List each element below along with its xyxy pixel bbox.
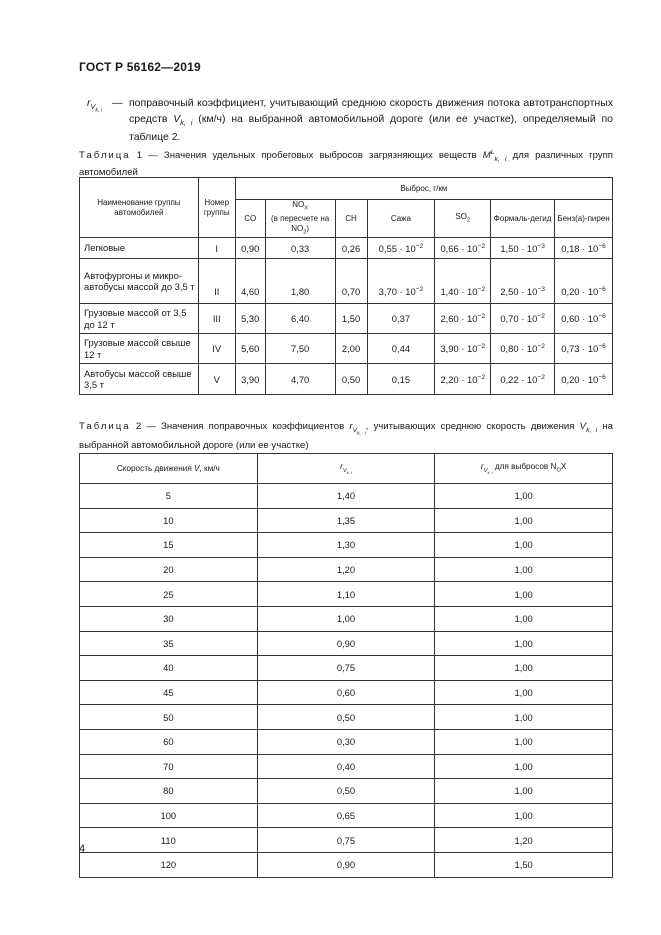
cell-soot: $3,70 \cdot 10^{-2}$	[367, 259, 435, 304]
cell-speed: 10	[80, 508, 258, 533]
cell-formaldehyde: $0,80 \cdot 10^{-2}$	[491, 334, 555, 364]
cell-r: 0,50	[257, 705, 435, 730]
cell-ch: 0,26	[335, 238, 367, 259]
cell-rnox: 1,00	[435, 803, 613, 828]
cell-r: 1,30	[257, 533, 435, 558]
col-header-benzpyrene: Бенз(а)-пирен	[555, 200, 613, 238]
cell-so2: $3,90 \cdot 10^{-2}$	[435, 334, 491, 364]
cell-benzpyrene: $0,18 \cdot 10^{-6}$	[555, 238, 613, 259]
row-name: Легковые	[80, 238, 199, 259]
col-header-speed: Скорость движения V, км/ч	[80, 454, 258, 484]
cell-co: 0,90	[235, 238, 265, 259]
cell-speed: 120	[80, 852, 258, 877]
table-row	[80, 606, 613, 631]
col-header-r-nox: $r_{V_{k, i}}$ для выбросов $N_OX$	[435, 454, 613, 484]
cell-r: 1,40	[257, 484, 435, 509]
table1-emissions	[79, 177, 613, 395]
cell-soot: 0,15	[367, 364, 435, 395]
cell-rnox: 1,00	[435, 557, 613, 582]
cell-speed: 60	[80, 729, 258, 754]
cell-speed: 25	[80, 582, 258, 607]
cell-ch: 0,70	[335, 259, 367, 304]
col-header-r-coefficient: $r_{V_{k, i}}$	[257, 454, 435, 484]
col-header-soot: Сажа	[367, 200, 435, 238]
cell-so2: $2,20 \cdot 10^{-2}$	[435, 364, 491, 395]
cell-r: 1,10	[257, 582, 435, 607]
table-row	[80, 705, 613, 730]
row-group: III	[198, 304, 235, 334]
cell-soot: 0,37	[367, 304, 435, 334]
cell-speed: 70	[80, 754, 258, 779]
col-header-nox: $NO_X$ (в пересчете на $NO_2$)	[265, 200, 335, 238]
table-row	[80, 557, 613, 582]
cell-rnox: 1,00	[435, 705, 613, 730]
page-number: 4	[79, 843, 86, 855]
cell-co: 4,60	[235, 259, 265, 304]
cell-rnox: 1,00	[435, 533, 613, 558]
cell-speed: 100	[80, 803, 258, 828]
cell-formaldehyde: $1,50 \cdot 10^{-3}$	[491, 238, 555, 259]
cell-rnox: 1,00	[435, 484, 613, 509]
cell-speed: 20	[80, 557, 258, 582]
cell-r: 0,90	[257, 631, 435, 656]
cell-so2: $1,40 \cdot 10^{-2}$	[435, 259, 491, 304]
col-header-ch: CH	[335, 200, 367, 238]
table-row	[80, 803, 613, 828]
cell-rnox: 1,00	[435, 656, 613, 681]
row-group: V	[198, 364, 235, 395]
cell-formaldehyde: $0,70 \cdot 10^{-2}$	[491, 304, 555, 334]
cell-formaldehyde: $0,22 \cdot 10^{-2}$	[491, 364, 555, 395]
document-code-header: ГОСТ Р 56162—2019	[79, 60, 201, 74]
table-row	[80, 729, 613, 754]
col-header-co: CO	[235, 200, 265, 238]
cell-rnox: 1,50	[435, 852, 613, 877]
row-name: Автобусы массой свыше 3,5 т	[80, 364, 199, 395]
table-row	[80, 364, 613, 395]
cell-benzpyrene: $0,60 \cdot 10^{-6}$	[555, 304, 613, 334]
table-row	[80, 754, 613, 779]
cell-speed: 5	[80, 484, 258, 509]
cell-ch: 1,50	[335, 304, 367, 334]
cell-so2: $0,66 \cdot 10^{-2}$	[435, 238, 491, 259]
table2-caption: Таблица 2 — Значения поправочных коэффициентов $r_{V_{k, i}}$, учитывающих среднюю скорость движения $V_{k, i}$ на выбранной автомобильной дороге (или ее участке)	[79, 421, 613, 452]
definition-symbol: $r_{V_{k, i}}$	[87, 97, 102, 114]
table-row	[80, 238, 613, 259]
cell-soot: 0,44	[367, 334, 435, 364]
cell-rnox: 1,00	[435, 779, 613, 804]
cell-nox: 6,40	[265, 304, 335, 334]
cell-r: 0,90	[257, 852, 435, 877]
row-name: Автофургоны и микро-автобусы массой до 3,5 т	[80, 259, 199, 304]
cell-r: 0,40	[257, 754, 435, 779]
table2-speed-coefficients	[79, 453, 613, 878]
cell-r: 0,30	[257, 729, 435, 754]
table-row	[80, 582, 613, 607]
col-header-vehicle-group: Наименование группы автомобилей	[80, 178, 199, 238]
table-row	[80, 828, 613, 853]
cell-rnox: 1,00	[435, 754, 613, 779]
cell-ch: 2,00	[335, 334, 367, 364]
table-row	[80, 656, 613, 681]
cell-r: 0,50	[257, 779, 435, 804]
cell-co: 5,30	[235, 304, 265, 334]
row-group: I	[198, 238, 235, 259]
cell-rnox: 1,00	[435, 729, 613, 754]
row-group: II	[198, 259, 235, 304]
row-group: IV	[198, 334, 235, 364]
table-row	[80, 533, 613, 558]
cell-speed: 40	[80, 656, 258, 681]
definition-dash: —	[112, 97, 123, 109]
cell-nox: 4,70	[265, 364, 335, 395]
table-row	[80, 680, 613, 705]
cell-r: 1,00	[257, 606, 435, 631]
row-name: Грузовые массой от 3,5 до 12 т	[80, 304, 199, 334]
cell-speed: 15	[80, 533, 258, 558]
table-row	[80, 508, 613, 533]
cell-r: 0,60	[257, 680, 435, 705]
cell-r: 1,35	[257, 508, 435, 533]
cell-speed: 80	[80, 779, 258, 804]
cell-speed: 110	[80, 828, 258, 853]
cell-formaldehyde: $2,50 \cdot 10^{-3}$	[491, 259, 555, 304]
table1-caption: Таблица 1 — Значения удельных пробеговых выбросов загрязняющих веществ $M^L_{k, i}$ для различных групп автомобилей	[79, 149, 613, 179]
col-header-emission: Выброс, г/км	[235, 178, 612, 200]
cell-rnox: 1,00	[435, 582, 613, 607]
table-row	[80, 334, 613, 364]
cell-rnox: 1,00	[435, 606, 613, 631]
table-row	[80, 259, 613, 304]
cell-r: 1,20	[257, 557, 435, 582]
cell-benzpyrene: $0,73 \cdot 10^{-6}$	[555, 334, 613, 364]
cell-benzpyrene: $0,20 \cdot 10^{-6}$	[555, 259, 613, 304]
table-row	[80, 304, 613, 334]
table-row	[80, 631, 613, 656]
cell-r: 0,75	[257, 828, 435, 853]
cell-co: 3,90	[235, 364, 265, 395]
col-header-so2: $SO_2$	[435, 200, 491, 238]
cell-ch: 0,50	[335, 364, 367, 395]
cell-rnox: 1,00	[435, 680, 613, 705]
cell-speed: 45	[80, 680, 258, 705]
table-row	[80, 484, 613, 509]
cell-soot: $0,55 \cdot 10^{-2}$	[367, 238, 435, 259]
table-row	[80, 852, 613, 877]
row-name: Грузовые массой свыше 12 т	[80, 334, 199, 364]
table-row	[80, 779, 613, 804]
cell-nox: 1,80	[265, 259, 335, 304]
cell-rnox: 1,00	[435, 508, 613, 533]
cell-so2: $2,60 \cdot 10^{-2}$	[435, 304, 491, 334]
cell-rnox: 1,20	[435, 828, 613, 853]
cell-speed: 30	[80, 606, 258, 631]
definition-text: поправочный коэффициент, учитывающий среднюю скорость движения потока автотранспортных средств $V_{k, i}$ (км/ч) на выбранной автомобильной дороге (или ее участке), определяемый по таблице 2.	[129, 97, 613, 144]
col-header-group-number: Номер группы	[198, 178, 235, 238]
cell-r: 0,75	[257, 656, 435, 681]
cell-speed: 50	[80, 705, 258, 730]
cell-rnox: 1,00	[435, 631, 613, 656]
cell-nox: 0,33	[265, 238, 335, 259]
cell-benzpyrene: $0,20 \cdot 10^{-6}$	[555, 364, 613, 395]
col-header-formaldehyde: Формаль-дегид	[491, 200, 555, 238]
cell-speed: 35	[80, 631, 258, 656]
cell-nox: 7,50	[265, 334, 335, 364]
cell-co: 5,60	[235, 334, 265, 364]
cell-r: 0,65	[257, 803, 435, 828]
